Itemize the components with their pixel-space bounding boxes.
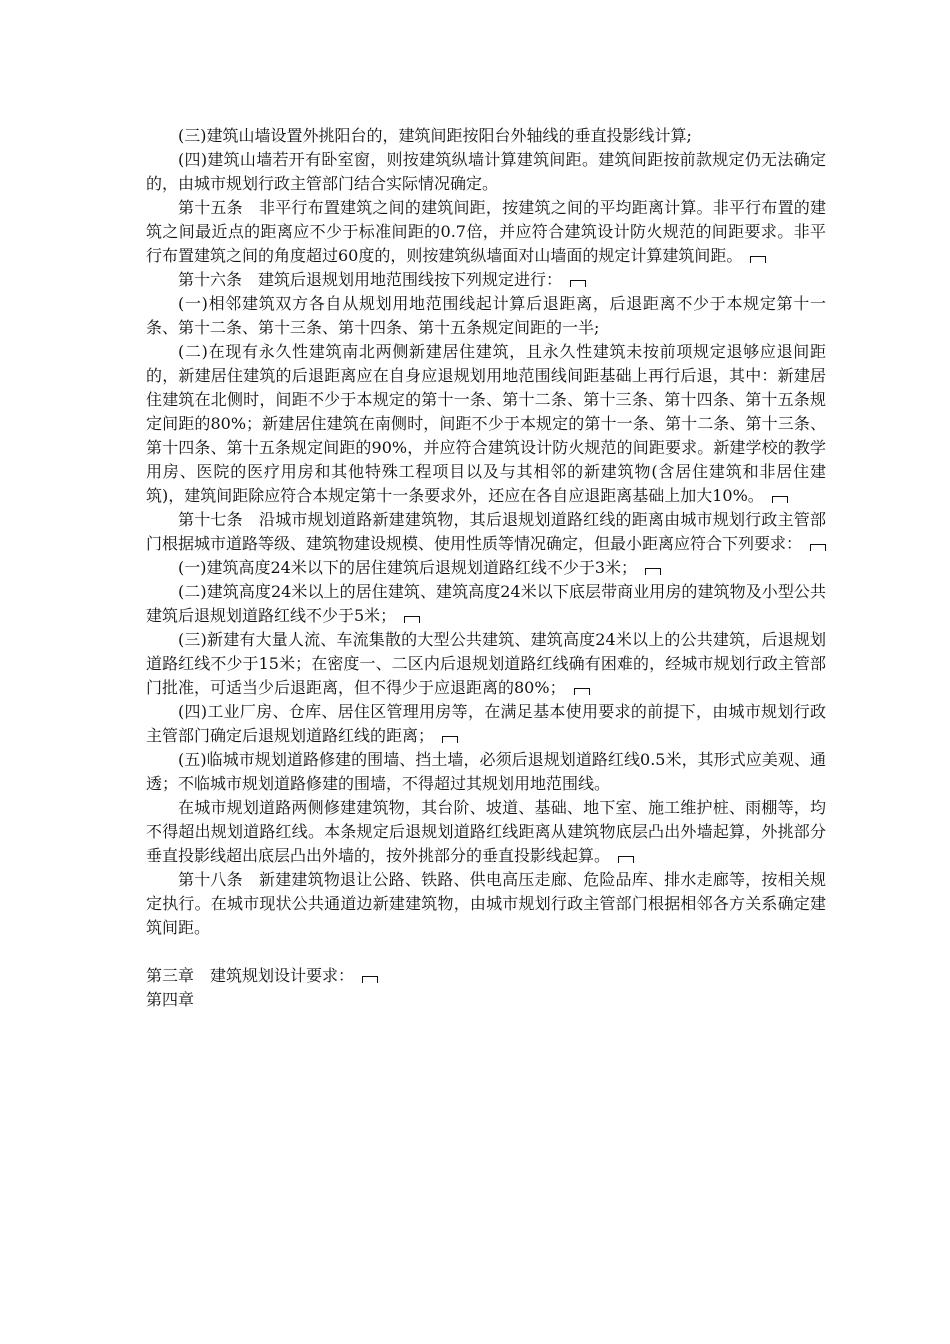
blank-line [146, 940, 826, 964]
article-18: 第十八条 新建建筑物退让公路、铁路、供电高压走廊、危险品库、排水走廊等，按相关规定执行。在城市现状公共通道边新建建筑物，由城市规划行政主管部门根据相邻各方关系确定建筑间距。 [146, 870, 826, 937]
article-17-item-5: (五)临城市规划道路修建的围墙、挡土墙，必须后退规划道路红线0.5米，其形式应美观、通透；不临城市规划道路修建的围墙，不得超过其规划用地范围线。 [146, 750, 826, 793]
paragraph-4: (四)建筑山墙若开有卧室窗，则按建筑纵墙计算建筑间距。建筑间距按前款规定仍无法确定的，由城市规划行政主管部门结合实际情况确定。 [146, 150, 826, 193]
article-17-note: 在城市规划道路两侧修建建筑物，其台阶、坡道、基础、地下室、施工维护桩、雨棚等，均不得超出规划道路红线。本条规定后退规划道路红线距离从建筑物底层凸出外墙起算，外挑部分垂直投影线超出底层凸出外墙的，按外挑部分的垂直投影线起算。 [146, 798, 826, 865]
paragraph-mark-icon [570, 280, 586, 287]
article-16-item-2: (二)在现有永久性建筑南北两侧新建居住建筑，且永久性建筑未按前项规定退够应退间距的，新建居住建筑的后退距离应在自身应退规划用地范围线间距基础上再行后退，其中：新建居住建筑在北侧时，间距不少于本规定的第十一条、第十二条、第十三条、第十四条、第十五条规定间距的80%；新建居住建筑在南侧时，间距不少于本规定的第十一条、第十二条、第十三条、第十四条、第十五条规定间距的90%，并应符合建筑设计防火规范的间距要求。新建学校的教学用房、医院的医疗用房和其他特殊工程项目以及与其相邻的新建筑物(含居住建筑和非居住建筑)，建筑间距除应符合本规定第十一条要求外，还应在各自应退距离基础上加大10%。 [146, 342, 826, 505]
chapter-4-heading: 第四章 [146, 990, 195, 1009]
paragraph-mark-icon [645, 568, 661, 575]
article-16-item-1: (一)相邻建筑双方各自从规划用地范围线起计算后退距离，后退距离不少于本规定第十一条、第十二条、第十三条、第十四条、第十五条规定间距的一半; [146, 294, 826, 337]
paragraph-mark-icon [810, 544, 826, 551]
paragraph-mark-icon [574, 688, 590, 695]
article-15: 第十五条 非平行布置建筑之间的建筑间距，按建筑之间的平均距离计算。非平行布置的建筑之间最近点的距离应不少于标准间距的0.7倍，并应符合建筑设计防火规范的间距要求。非平行布置建筑之间的角度超过60度的，则按建筑纵墙面对山墙面的规定计算建筑间距。 [146, 198, 826, 265]
article-17-item-4: (四)工业厂房、仓库、居住区管理用房等，在满足基本使用要求的前提下，由城市规划行政主管部门确定后退规划道路红线的距离； [146, 702, 826, 745]
chapter-3-heading: 第三章 建筑规划设计要求： [146, 964, 826, 988]
paragraph-mark-icon [772, 496, 788, 503]
document-body [146, 124, 826, 1012]
article-17: 第十七条 沿城市规划道路新建建筑物，其后退规划道路红线的距离由城市规划行政主管部门根据城市道路等级、建筑物建设规模、使用性质等情况确定，但最小距离应符合下列要求： [146, 510, 826, 553]
article-16: 第十六条 建筑后退规划用地范围线按下列规定进行： [146, 268, 826, 292]
paragraph-mark-icon [362, 976, 378, 983]
paragraph-mark-icon [442, 736, 458, 743]
paragraph-3: (三)建筑山墙设置外挑阳台的，建筑间距按阳台外轴线的垂直投影线计算; [178, 126, 692, 145]
paragraph-mark-icon [750, 256, 766, 263]
article-17-item-3: (三)新建有大量人流、车流集散的大型公共建筑、建筑高度24米以上的公共建筑，后退规划道路红线不少于15米；在密度一、二区内后退规划道路红线确有困难的，经城市规划行政主管部门批准，可适当少后退距离，但不得少于应退距离的80%； [146, 630, 826, 697]
paragraph-mark-icon [618, 856, 634, 863]
article-17-item-2: (二)建筑高度24米以上的居住建筑、建筑高度24米以下底层带商业用房的建筑物及小型公共建筑后退规划道路红线不少于5米； [146, 582, 826, 625]
article-17-item-1: (一)建筑高度24米以下的居住建筑后退规划道路红线不少于3米； [146, 556, 826, 580]
paragraph-mark-icon [404, 616, 420, 623]
